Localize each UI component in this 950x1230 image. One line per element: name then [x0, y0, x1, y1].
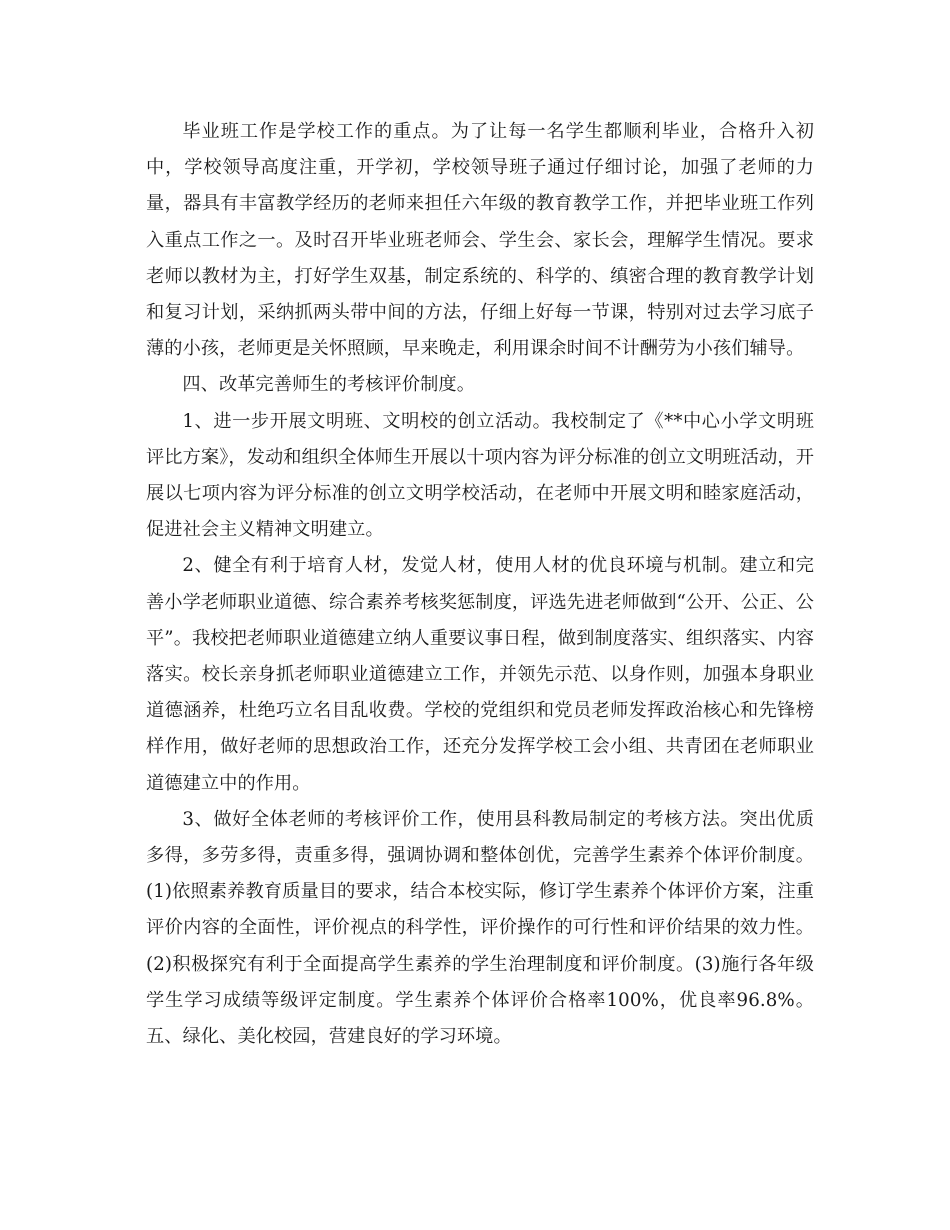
document-body	[146, 114, 814, 1055]
paragraph-teacher-evaluation: 3、做好全体老师的考核评价工作，使用县科教局制定的考核方法。突出优质多得，多劳多得，责重多得，强调协调和整体创优，完善学生素养个体评价制度。(1)依照素养教育质量目的要求，结合本校实际，修订学生素养个体评价方案，注重评价内容的全面性，评价视点的科学性，评价操作的可行性和评价结果的效力性。(2)积极探究有利于全面提高学生素养的学生治理制度和评价制度。(3)施行各年级学生学习成绩等级评定制度。学生素养个体评价合格率100%，优良率96.8%。五、绿化、美化校园，营建良好的学习环境。	[146, 808, 814, 1048]
paragraph-civilized-class: 1、进一步开展文明班、文明校的创立活动。我校制定了《**中心小学文明班评比方案》，发动和组织全体师生开展以十项内容为评分标准的创立文明班活动，开展以七项内容为评分标准的创立文明学校活动，在老师中开展文明和睦家庭活动，促进社会主义精神文明建立。	[146, 410, 814, 541]
paragraph-graduating-class: 毕业班工作是学校工作的重点。为了让每一名学生都顺利毕业，合格升入初中，学校领导高度注重，开学初，学校领导班子通过仔细讨论，加强了老师的力量，器具有丰富教学经历的老师来担任六年级的教育教学工作，并把毕业班工作列入重点工作之一。及时召开毕业班老师会、学生会、家长会，理解学生情况。要求老师以教材为主，打好学生双基，制定系统的、科学的、缜密合理的教育教学计划和复习计划，采纳抓两头带中间的方法，仔细上好每一节课，特别对过去学习底子薄的小孩，老师更是关怀照顾，早来晚走，利用课余时间不计酬劳为小孩们辅导。	[146, 121, 814, 360]
section-heading-evaluation-system: 四、改革完善师生的考核评价制度。	[182, 374, 475, 396]
paragraph-talent-mechanism: 2、健全有利于培育人材，发觉人材，使用人材的优良环境与机制。建立和完善小学老师职业道德、综合素养考核奖惩制度，评选先进老师做到“公开、公正、公平”。我校把老师职业道德建立纳人重要议事日程，做到制度落实、组织落实、内容落实。校长亲身抓老师职业道德建立工作，并领先示范、以身作则，加强本身职业道德涵养，杜绝巧立名目乱收费。学校的党组织和党员老师发挥政治核心和先锋榜样作用，做好老师的思想政治工作，还充分发挥学校工会小组、共青团在老师职业道德建立中的作用。	[146, 555, 814, 794]
